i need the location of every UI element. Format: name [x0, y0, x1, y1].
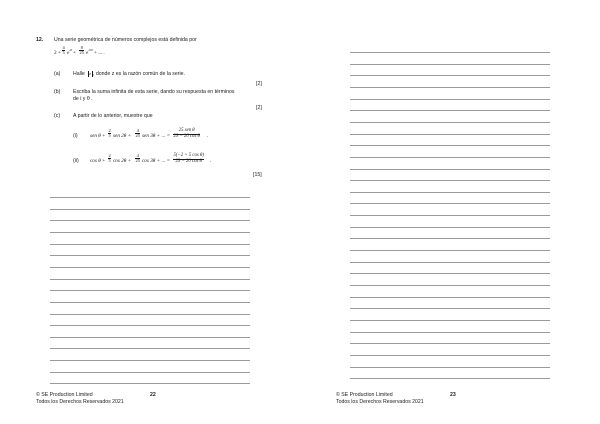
part-c-text: A partir de lo anterior, muestre que — [73, 113, 153, 119]
answer-line — [350, 238, 550, 239]
answer-line — [50, 244, 250, 245]
subpart-ii-frac-a: $\frac{2}{5}$ — [108, 153, 111, 164]
answer-line — [350, 75, 550, 76]
footer-rights-left: Todos los Derechos Reservados 2021 — [36, 399, 124, 405]
series-tail: + ... . — [94, 50, 105, 56]
footer-copyright-left: © SE Production Limited — [36, 392, 93, 398]
answer-line — [50, 232, 250, 233]
answer-line — [350, 99, 550, 100]
answer-line — [50, 197, 250, 198]
answer-line — [350, 297, 550, 298]
answer-line — [350, 87, 550, 88]
question-intro: Una serie geométrica de números complejos está definida por — [54, 37, 197, 43]
answer-line — [350, 215, 550, 216]
answer-line — [350, 169, 550, 170]
answer-line — [350, 192, 550, 193]
part-b-line-2: de i y θ . — [73, 96, 93, 102]
answer-line — [50, 325, 250, 326]
answer-line — [50, 290, 250, 291]
series-term-2: e — [86, 50, 89, 56]
subpart-i-term-b: sen 2θ + — [113, 133, 132, 139]
answer-line — [50, 337, 250, 338]
answer-line — [50, 220, 250, 221]
series-lead: 2 + — [54, 50, 61, 56]
answer-line — [50, 209, 250, 210]
answer-line — [50, 372, 250, 373]
subpart-i-label: (i) — [73, 133, 78, 139]
answer-line — [350, 203, 550, 204]
answer-line — [50, 302, 250, 303]
series-term-1: e — [67, 50, 70, 56]
answer-line — [350, 285, 550, 286]
right-page — [300, 0, 600, 424]
answer-line — [50, 348, 250, 349]
subpart-ii-frac-b: $\frac{4}{25}$ — [135, 153, 140, 164]
subpart-ii-end: . — [210, 158, 212, 164]
answer-line — [350, 227, 550, 228]
answer-line — [50, 255, 250, 256]
answer-line — [350, 157, 550, 158]
answer-line — [350, 52, 550, 53]
answer-line — [350, 262, 550, 263]
part-a-label: (a) — [54, 71, 61, 77]
subpart-ii-term-c: cos 3θ + ... = — [142, 158, 171, 164]
part-b-marks: [2] — [256, 105, 262, 111]
subpart-i-frac-a: $\frac{2}{5}$ — [108, 128, 111, 139]
answer-line — [50, 383, 250, 384]
answer-line — [350, 355, 550, 356]
subpart-ii-label: (ii) — [73, 158, 79, 164]
series-plus: + — [73, 50, 76, 56]
answer-line — [350, 64, 550, 65]
subpart-i-frac-b: $\frac{4}{25}$ — [135, 128, 140, 139]
answer-line — [50, 360, 250, 361]
answer-line — [350, 308, 550, 309]
answer-line — [350, 332, 550, 333]
part-b-line-1: Escriba la suma infinita de esta serie, dando su respuesta en términos — [73, 89, 235, 95]
page-number-right: 23 — [450, 392, 456, 398]
answer-line — [350, 320, 550, 321]
part-a-text-before: Halle — [73, 71, 85, 77]
part-a-text-after: , donde z es la razón común de la serie. — [93, 71, 185, 77]
answer-line — [350, 250, 550, 251]
part-a-marks: [2] — [256, 81, 262, 87]
subpart-i-rhs: 25 sen θ 29 − 20 cos θ — [173, 128, 200, 139]
subpart-ii-rhs: $\frac{\text{5(−2 + 5 cos θ)}}{\text{29 − 20 cos θ}}$ — [173, 153, 204, 164]
answer-line — [50, 314, 250, 315]
answer-line — [350, 110, 550, 111]
answer-line — [350, 378, 550, 379]
series-frac-2: $\frac{8}{25}$ — [79, 45, 84, 56]
answer-line — [350, 367, 550, 368]
question-number: 12. — [36, 37, 44, 43]
answer-line — [350, 343, 550, 344]
series-term-1-exp: iθ — [69, 47, 73, 52]
answer-line — [50, 267, 250, 268]
page-number-left: 22 — [150, 392, 156, 398]
subpart-i-end: . — [207, 133, 209, 139]
footer-copyright-right: © SE Production Limited — [336, 392, 393, 398]
answer-line — [350, 145, 550, 146]
subpart-i-term-a: sen θ + — [90, 133, 106, 139]
answer-line — [350, 134, 550, 135]
answer-line — [350, 180, 550, 181]
part-b-label: (b) — [54, 89, 61, 95]
answer-line — [350, 122, 550, 123]
answer-line — [350, 273, 550, 274]
subpart-i-term-c: sen 3θ + ... = — [142, 133, 171, 139]
part-c-marks: [15] — [253, 172, 262, 178]
abs-var: z — [89, 71, 91, 76]
answer-line — [50, 279, 250, 280]
series-term-2-exp: 2iθ — [88, 47, 93, 52]
subpart-ii-term-a: cos θ + — [90, 158, 106, 164]
subpart-ii-term-b: cos 2θ + — [113, 158, 132, 164]
part-c-label: (c) — [54, 113, 61, 119]
footer-rights-right: Todos los Derechos Reservados 2021 — [336, 399, 424, 405]
series-frac-1: $\frac{4}{5}$ — [62, 45, 65, 56]
